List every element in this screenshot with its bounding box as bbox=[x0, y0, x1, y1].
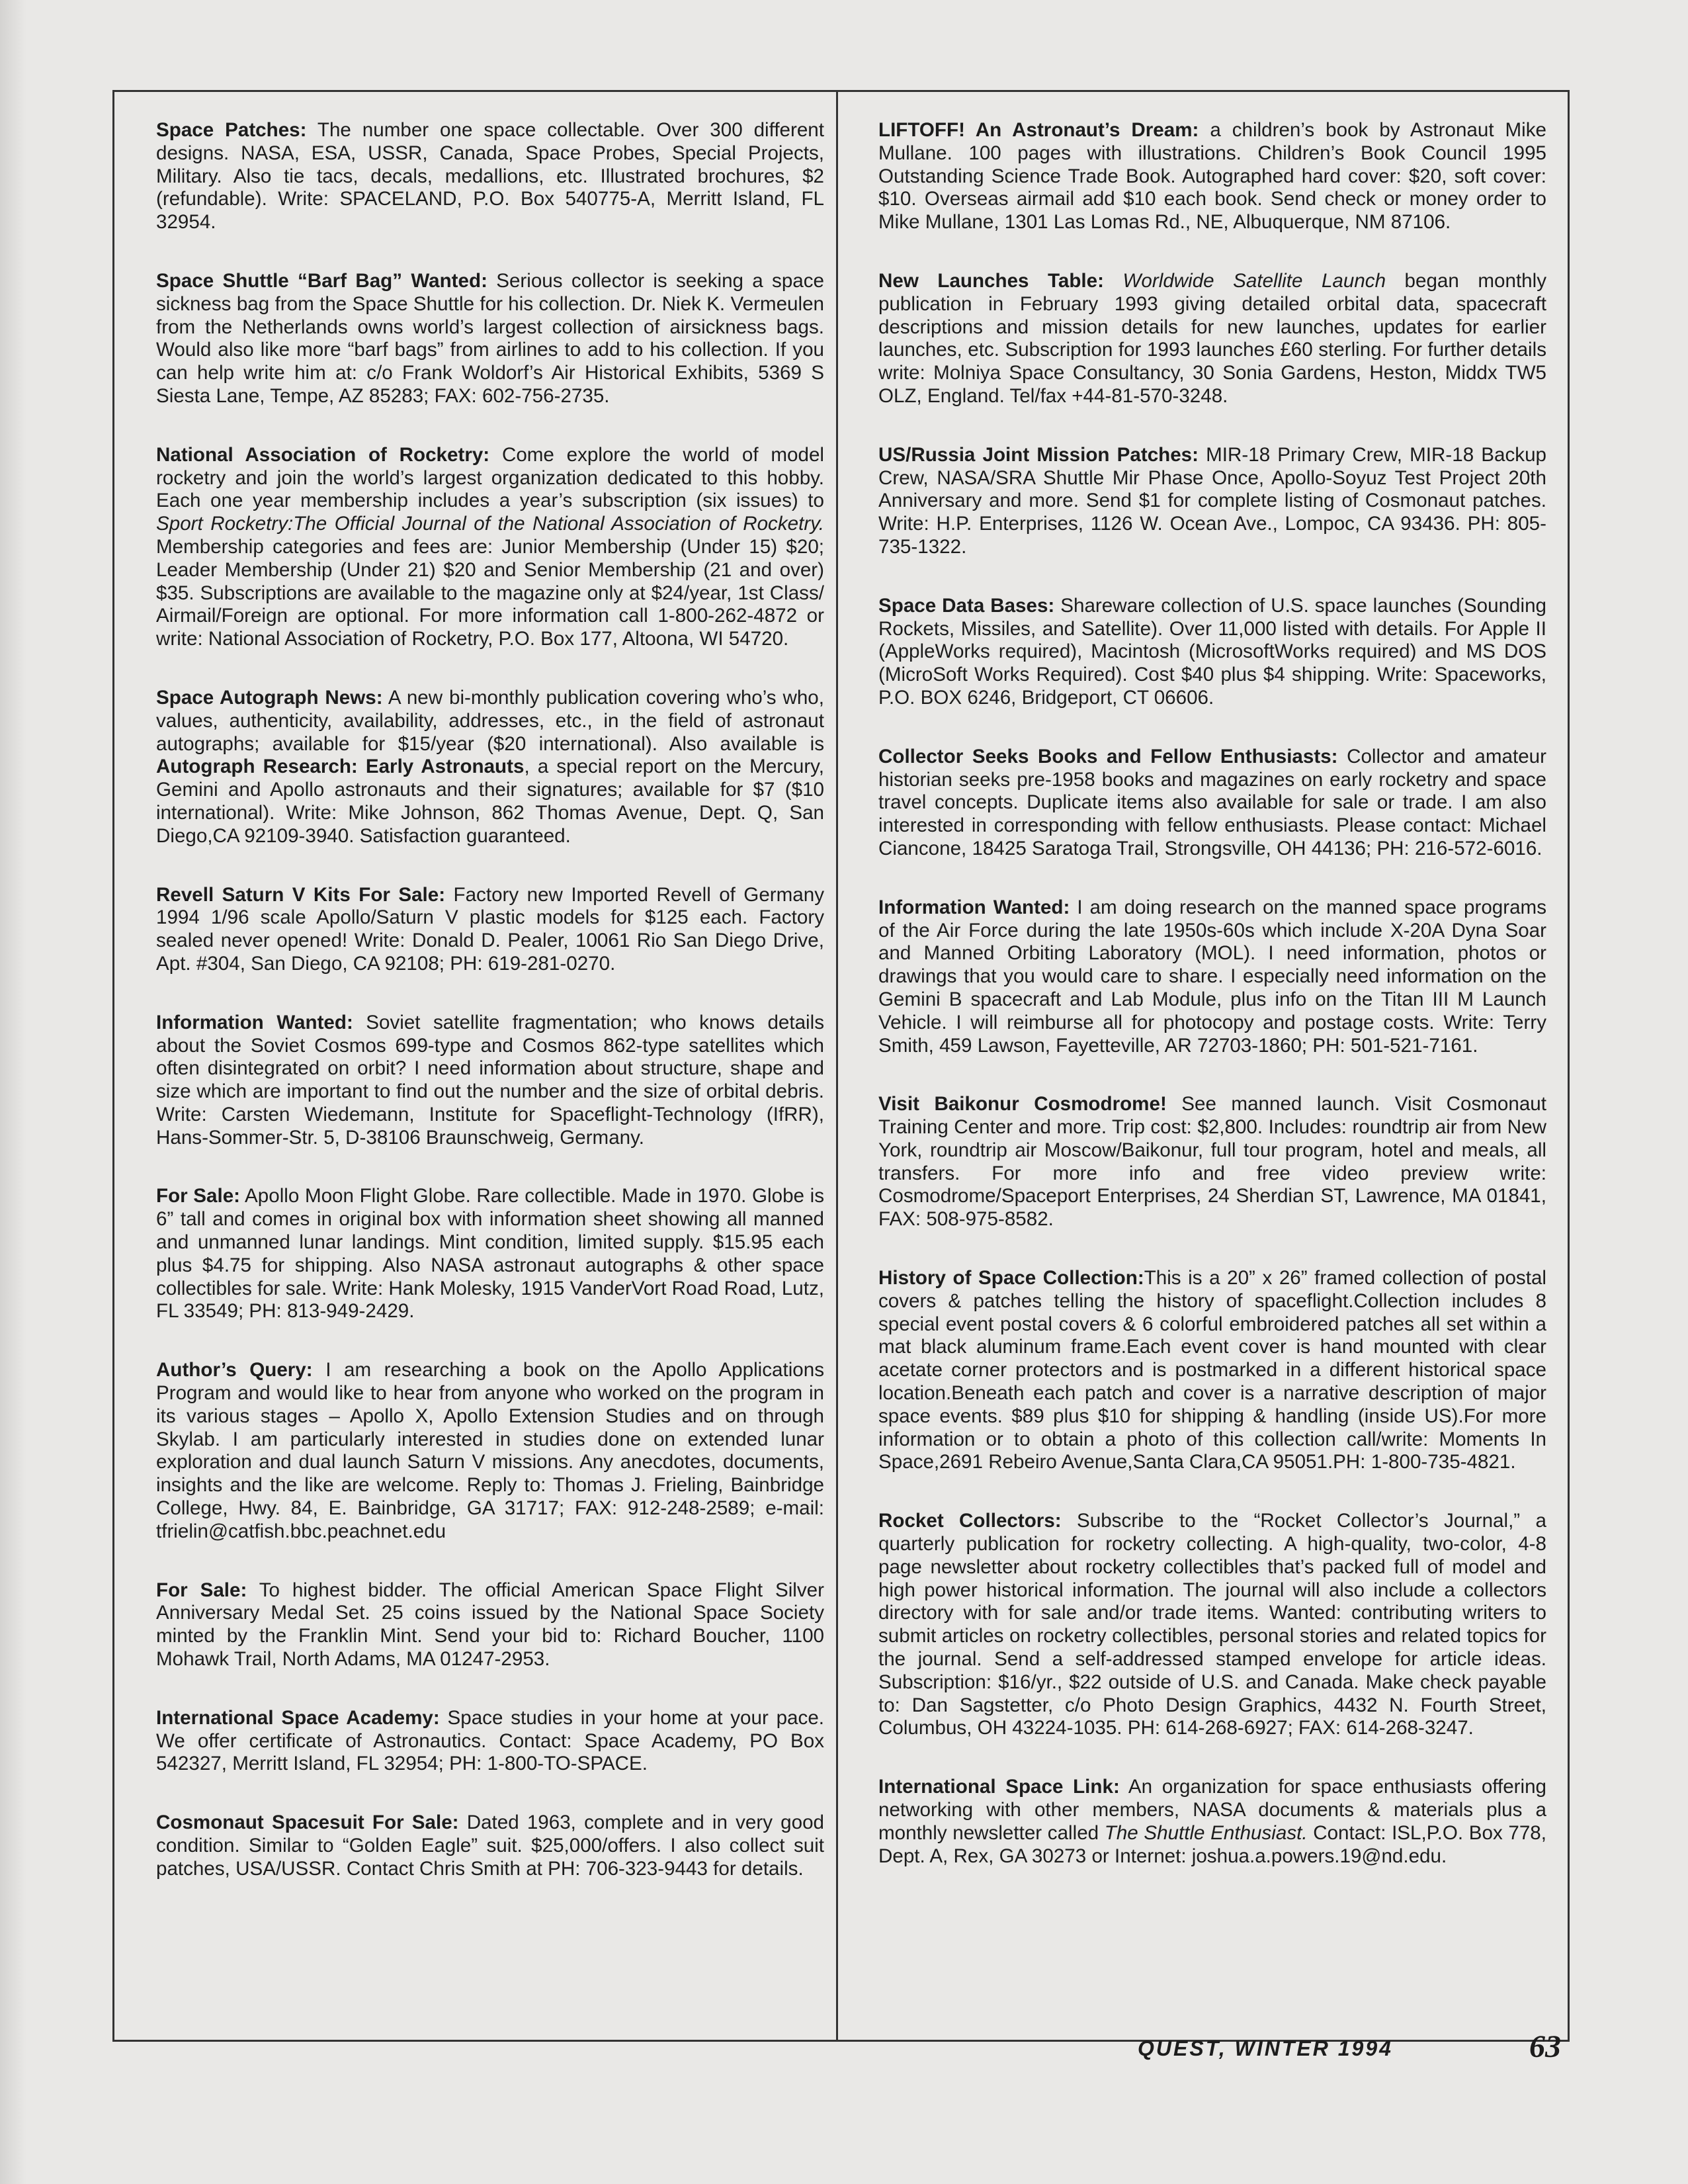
entry-heading: Visit Baikonur Cosmodrome! bbox=[878, 1093, 1167, 1115]
left-column bbox=[156, 119, 824, 1917]
entry-heading: Information Wanted: bbox=[878, 896, 1070, 918]
classified-entry bbox=[878, 1776, 1546, 1868]
entry-heading: Space Data Bases: bbox=[878, 594, 1055, 617]
classified-entry bbox=[878, 444, 1546, 559]
entry-heading: National Association of Rocketry: bbox=[156, 443, 490, 466]
entry-heading: Rocket Collectors: bbox=[878, 1510, 1062, 1532]
entry-text: Come explore the world of model rocketry and join the world’s largest organization dedicated to this hobby. Each one year membership includes a year’s subscription (six issues) to bbox=[156, 443, 824, 512]
right-column bbox=[878, 119, 1546, 1903]
entry-heading: Revell Saturn V Kits For Sale: bbox=[156, 883, 446, 906]
classified-entry bbox=[878, 896, 1546, 1058]
entry-text: The number one space collectable. Over 300 different designs. NASA, ESA, USSR, Canada, Space Probes, Special Projects, Military. Also tie tacs, decals, medallions, etc. Illustrated brochures, $2 (refundable). Write: SPACELAND, P.O. Box 540775-A, Merritt Island, FL 32954. bbox=[156, 119, 824, 234]
entry-heading: Author’s Query: bbox=[156, 1359, 313, 1381]
entry-text: A new bi-monthly publication covering who’s who, values, authenticity, availability, addresses, etc., in the field of astronaut autographs; available for $15/year ($20 international). Also available is bbox=[156, 686, 824, 755]
entry-text: An organization for space enthusiasts offering networking with other members, NASA documents & materials plus a monthly newsletter called bbox=[878, 1776, 1547, 1844]
entry-heading: US/Russia Joint Mission Patches: bbox=[878, 443, 1199, 466]
entry-heading: Space Patches: bbox=[156, 119, 307, 141]
entry-text: I am researching a book on the Apollo Applications Program and would like to hear from anyone who worked on the program in its various stages – Apollo X, Apollo Extension Studies and on through Skylab. I am particularly interested in studies done on extended lunar exploration and dual launch Saturn V missions. Any anecdotes, documents, insights and the like are welcome. Reply to: Thomas J. Frieling, Bainbridge College, Hwy. 84, E. Bainbridge, GA 31717; FAX: 912-248-2589; e-mail: tfrielin@catfish.bbc.peachnet.edu bbox=[156, 1359, 824, 1542]
classified-entry bbox=[156, 1185, 824, 1323]
entry-text: This is a 20” x 26” framed collection of postal covers & patches telling the history of spaceflight.Collection includes 8 special event postal covers & 6 colorful embroidered patches all set within a mat black aluminum frame.Each event cover is hand mounted with clear acetate corner protectors and is postmarked in a different historical space location.Beneath each patch and cover is a narrative description of major space events. $89 plus $10 for shipping & handling (inside US).For more information or to obtain a photo of this collection call/write: Moments In Space,2691 Rebeiro Avenue,Santa Clara,CA 95051.PH: 1-800-735-4821. bbox=[878, 1267, 1546, 1473]
entry-text: Sport Rocketry:The Official Journal of the National Association of Rocketry. bbox=[156, 513, 824, 535]
classified-entry bbox=[156, 1012, 824, 1150]
entry-heading: Collector Seeks Books and Fellow Enthusiasts: bbox=[878, 745, 1338, 767]
entry-heading: For Sale: bbox=[156, 1185, 241, 1207]
entry-text: Factory new Imported Revell of Germany 1994 1/96 scale Apollo/Saturn V plastic models for $125 each. Factory sealed never opened! Write: Donald D. Pealer, 10061 Rio San Diego Drive, Apt. #304, San Diego, CA 92108; PH: 619-281-0270. bbox=[156, 883, 824, 975]
entry-heading: Space Shuttle “Barf Bag” Wanted: bbox=[156, 269, 487, 292]
entry-heading: History of Space Collection: bbox=[878, 1267, 1144, 1289]
entry-text: Contact: ISL,P.O. Box 778, Dept. A, Rex, GA 30273 or Internet: joshua.a.powers.19@nd.edu. bbox=[878, 1821, 1546, 1867]
entry-heading: LIFTOFF! An Astronaut’s Dream: bbox=[878, 119, 1199, 141]
entry-text: Worldwide Satellite Launch bbox=[1122, 269, 1386, 292]
entry-heading: New Launches Table: bbox=[878, 269, 1104, 292]
classified-entry bbox=[156, 270, 824, 408]
classified-entry bbox=[156, 884, 824, 976]
classified-entry bbox=[878, 1267, 1546, 1474]
entry-text: The Shuttle Enthusiast. bbox=[1104, 1821, 1308, 1844]
classified-entry bbox=[878, 270, 1546, 408]
entry-text: Soviet satellite fragmentation; who knows details about the Soviet Cosmos 699-type and Cosmos 862-type satellites which often disintegrated on orbit? I need information about structure, shape and size which are important to find out the number and the size of orbital debris. Write: Carsten Wiedemann, Institute for Spaceflight-Technology (IfRR), Hans-Sommer-Str. 5, D-38106 Braunschweig, Germany. bbox=[156, 1011, 825, 1149]
classified-entry bbox=[156, 1812, 824, 1880]
entry-text bbox=[1104, 270, 1123, 292]
entry-text: Autograph Research: Early Astronauts bbox=[156, 756, 525, 778]
entry-text: Subscribe to the “Rocket Collector’s Journal,” a quarterly publication for rocketry collecting. A high-quality, two-color, 4-8 page newsletter about rocketry collectibles that’s packed full of model and high power historical information. The journal will also include a collectors directory with for sale and/or trade items. Wanted: contributing writers to submit articles on rocketry collectibles, personal stories and related topics for the journal. Send a self-addressed stamped envelope for article ideas. Subscription: $16/yr., $22 outside of U.S. and Canada. Make check payable to: Dan Sagstetter, c/o Photo Design Graphics, 4432 N. Fourth Street, Columbus, OH 43224-1035. PH: 614-268-6927; FAX: 614-268-3247. bbox=[878, 1510, 1546, 1739]
classified-entry bbox=[156, 1579, 824, 1671]
entry-heading: Space Autograph News: bbox=[156, 686, 383, 709]
entry-text: began monthly publication in February 1993 giving detailed orbital data, spacecraft descriptions and mission details for new launches, updates for earlier launches, etc. Subscription for 1993 launches £60 sterling. For further details write: Molniya Space Consultancy, 30 Sonia Gardens, Heston, Middx TW5 OLZ, England. Tel/fax +44-81-570-3248. bbox=[878, 269, 1546, 407]
entry-text: Space studies in your home at your pace. We offer certificate of Astronautics. Contact: Space Academy, PO Box 542327, Merritt Island, FL 32954; PH: 1-800-TO-SPACE. bbox=[156, 1706, 824, 1775]
entry-text: Apollo Moon Flight Globe. Rare collectible. Made in 1970. Globe is 6” tall and comes in original box with information sheet showing all manned and unmanned lunar landings. Mint condition, limited supply. $15.95 each plus $4.75 for shipping. Also NASA astronaut autographs & other space collectibles for sale. Write: Hank Molesky, 1915 VanderVort Road Road, Lutz, FL 33549; PH: 813-949-2429. bbox=[156, 1185, 824, 1323]
entry-text: , a special report on the Mercury, Gemini and Apollo astronauts and their signatures; available for $7 ($10 international). Write: Mike Johnson, 862 Thomas Avenue, Dept. Q, San Diego,CA 92109-3940. Satisfaction guaranteed. bbox=[156, 756, 824, 847]
classified-entry bbox=[156, 1707, 824, 1776]
footer-publication: QUEST, WINTER 1994 bbox=[1138, 2036, 1393, 2060]
entry-heading: International Space Link: bbox=[878, 1776, 1120, 1798]
entry-text: To highest bidder. The official American Space Flight Silver Anniversary Medal Set. 25 coins issued by the National Space Society minted by the Franklin Mint. Send your bid to: Richard Boucher, 1100 Mohawk Trail, North Adams, MA 01247-2953. bbox=[156, 1579, 824, 1671]
entry-heading: Information Wanted: bbox=[156, 1011, 353, 1033]
entry-text: MIR-18 Primary Crew, MIR-18 Backup Crew, NASA/SRA Shuttle Mir Phase Once, Apollo-Soyuz Test Project 20th Anniversary and more. Send $1 for complete listing of Cosmonaut patches. Write: H.P. Enterprises, 1126 W. Ocean Ave., Lompoc, CA 93436. PH: 805-735-1322. bbox=[878, 443, 1546, 558]
entry-heading: For Sale: bbox=[156, 1579, 247, 1601]
classified-entry bbox=[878, 595, 1546, 710]
classified-entry bbox=[878, 1093, 1546, 1231]
classified-entry bbox=[878, 1510, 1546, 1740]
entry-text: Membership categories and fees are: Junior Membership (Under 15) $20; Leader Membership (Under 21) $20 and Senior Membership (21 and over) $35. Subscriptions are available to the magazine only at $24/year, 1st Class/ Airmail/Foreign are optional. For more information call 1-800-262-4872 or write: National Association of Rocketry, P.O. Box 177, Altoona, WI 54720. bbox=[156, 535, 824, 650]
page-number: 63 bbox=[1529, 2029, 1561, 2064]
entry-text: I am doing research on the manned space programs of the Air Force during the late 1950s-60s which include X-20A Dyna Soar and Manned Orbiting Laboratory (MOL). I need information, photos or drawings that you would care to share. I especially need information on the Gemini B spacecraft and Lab Module, plus info on the Titan III M Launch Vehicle. I will reimburse all for photocopy and postage costs. Write: Terry Smith, 459 Lawson, Fayetteville, AR 72703-1860; PH: 501-521-7161. bbox=[878, 896, 1547, 1057]
classified-entry bbox=[156, 119, 824, 234]
page-edge bbox=[0, 0, 26, 2184]
entry-text: Dated 1963, complete and in very good condition. Similar to “Golden Eagle” suit. $25,000/offers. I also collect suit patches, USA/USSR. Contact Chris Smith at PH: 706-323-9443 for details. bbox=[156, 1812, 825, 1880]
entry-text: a children’s book by Astronaut Mike Mullane. 100 pages with illustrations. Children’s Book Council 1995 Outstanding Science Trade Book. Autographed hard cover: $20, soft cover: $10. Overseas airmail add $10 each book. Send check or money order to Mike Mullane, 1301 Las Lomas Rd., NE, Albuquerque, NM 87106. bbox=[878, 119, 1546, 234]
classified-entry bbox=[156, 444, 824, 651]
classified-entry bbox=[878, 746, 1546, 861]
entry-text: See manned launch. Visit Cosmonaut Training Center and more. Trip cost: $2,800. Includes: roundtrip air from New York, roundtrip air Moscow/Baikonur, full tour program, hotel and meals, all transfers. For more info and free video preview write: Cosmodrome/Spaceport Enterprises, 24 Sherdian ST, Lawrence, MA 01841, FAX: 508-975-8582. bbox=[878, 1093, 1546, 1231]
entry-text: Collector and amateur historian seeks pre-1958 books and magazines on early rocketry and space travel concepts. Duplicate items also available for sale or trade. I am also interested in corresponding with fellow enthusiasts. Please contact: Michael Ciancone, 18425 Saratoga Trail, Strongsville, OH 44136; PH: 216-572-6016. bbox=[878, 745, 1546, 859]
classified-entry bbox=[156, 1359, 824, 1543]
page-footer bbox=[1138, 2029, 1561, 2068]
entry-heading: Cosmonaut Spacesuit For Sale: bbox=[156, 1812, 459, 1834]
entry-heading: International Space Academy: bbox=[156, 1706, 440, 1729]
classified-entry bbox=[156, 687, 824, 848]
entry-text: Serious collector is seeking a space sickness bag from the Space Shuttle for his collection. Dr. Niek K. Vermeulen from the Netherlands owns world’s largest collection of airsickness bags. Would also like more “barf bags” from airlines to add to his collection. If you can help write him at: c/o Frank Woldorf’s Air Historical Exhibits, 5369 S Siesta Lane, Tempe, AZ 85283; FAX: 602-756-2735. bbox=[156, 269, 824, 407]
column-divider bbox=[836, 90, 838, 2042]
entry-text: Shareware collection of U.S. space launches (Sounding Rockets, Missiles, and Satellite). Over 11,000 listed with details. For Apple II (AppleWorks required), Macintosh (MicrosoftWorks required) and MS DOS (MicroSoft Works Required). Cost $40 plus $4 shipping. Write: Spaceworks, P.O. BOX 6246, Bridgeport, CT 06606. bbox=[878, 594, 1546, 709]
classified-entry bbox=[878, 119, 1546, 234]
